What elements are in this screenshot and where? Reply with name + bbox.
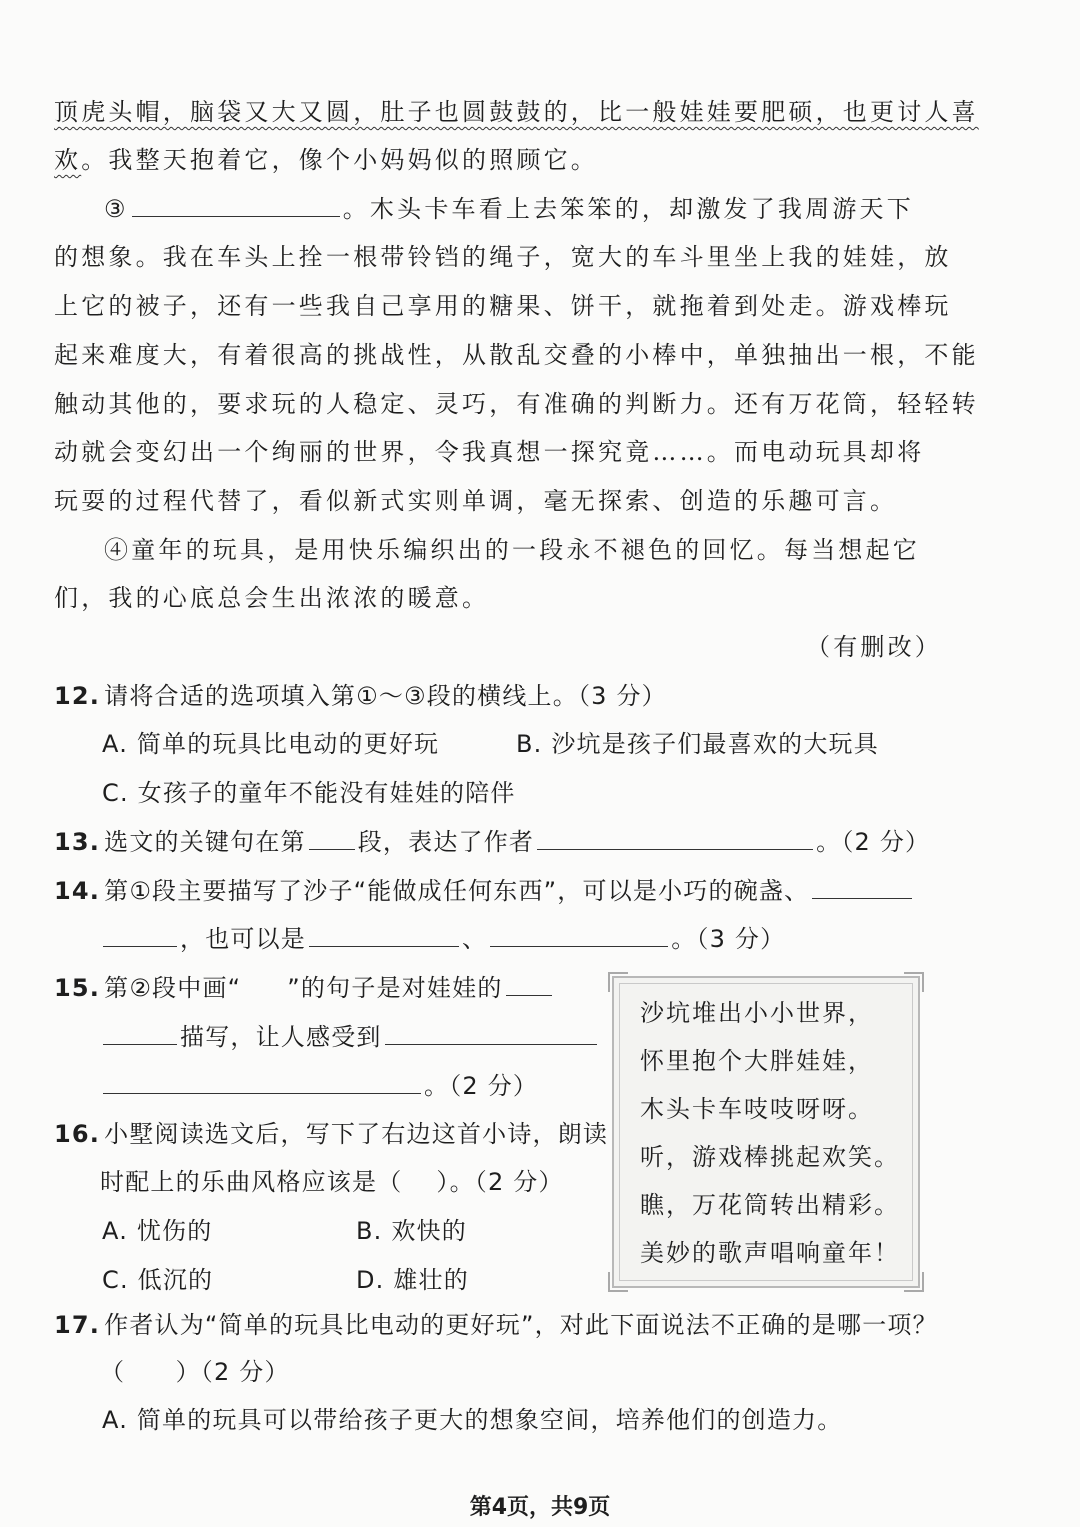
question-text: 第①段主要描写了沙子“能做成任何东西”，可以是小巧的碗盏、 bbox=[104, 877, 810, 905]
question-text: 第②段中画“ bbox=[104, 974, 242, 1002]
answer-blank[interactable] bbox=[132, 194, 340, 217]
passage-text: 动就会变幻出一个绚丽的世界，令我真想一探究竟……。而电动玩具却将 bbox=[54, 438, 925, 466]
answer-blank[interactable] bbox=[103, 1022, 177, 1045]
question-text: ）。（2 分） bbox=[436, 1168, 564, 1196]
option-a[interactable] bbox=[102, 1405, 842, 1435]
option-text: A. 忧伤的 bbox=[102, 1217, 213, 1245]
question-text: 作者认为“简单的玩具比电动的更好玩”，对此下面说法不正确的是哪一项？ bbox=[104, 1311, 938, 1339]
answer-blank[interactable] bbox=[490, 924, 668, 947]
paragraph-marker: ③ bbox=[104, 195, 129, 223]
poem-line: 木头卡车吱吱呀呀。 bbox=[640, 1095, 874, 1123]
passage-text: ④童年的玩具，是用快乐编织出的一段永不褪色的回忆。每当想起它 bbox=[104, 536, 920, 564]
option-text: C. 低沉的 bbox=[102, 1266, 214, 1294]
option-a[interactable] bbox=[102, 729, 439, 759]
wavy-sample bbox=[241, 973, 287, 1003]
passage-line bbox=[104, 194, 914, 224]
question-17 bbox=[54, 1310, 938, 1340]
passage-text: 触动其他的，要求玩的人稳定、灵巧，有准确的判断力。还有万花筒，轻轻转 bbox=[54, 390, 979, 418]
passage-text: 玩耍的过程代替了，看似新式实则单调，毫无探索、创造的乐趣可言。 bbox=[54, 487, 898, 515]
poem-line: 瞧，万花筒转出精彩。 bbox=[640, 1191, 900, 1219]
question-text: 。（2 分） bbox=[816, 828, 931, 856]
question-text: 请将合适的选项填入第①～③段的横线上。（3 分） bbox=[104, 682, 667, 710]
option-text: A. 简单的玩具可以带给孩子更大的想象空间，培养他们的创造力。 bbox=[102, 1406, 843, 1434]
question-13 bbox=[54, 827, 930, 857]
passage-line bbox=[54, 242, 952, 272]
question-text: 选文的关键句在第 bbox=[104, 828, 306, 856]
question-text: 小墅阅读选文后，写下了右边这首小诗，朗读 bbox=[104, 1120, 609, 1148]
option-text: D. 雄壮的 bbox=[356, 1266, 469, 1294]
passage-line bbox=[54, 583, 489, 613]
option-b[interactable] bbox=[356, 1216, 467, 1246]
passage-text: 。木头卡车看上去笨笨的，却激发了我周游天下 bbox=[342, 195, 914, 223]
passage-text: 顶虎头帽，脑袋又大又圆，肚子也圆鼓鼓的，比一般娃娃要肥硕，也更讨人喜 bbox=[54, 98, 979, 126]
question-text: ，也可以是 bbox=[180, 925, 306, 953]
option-a[interactable] bbox=[102, 1216, 212, 1246]
question-number: 16. bbox=[54, 1120, 101, 1148]
question-text: 描写，让人感受到 bbox=[180, 1023, 382, 1051]
frame-corner-ornament bbox=[608, 1272, 628, 1292]
question-text: （ ）（2 分） bbox=[100, 1358, 290, 1386]
question-number: 14. bbox=[54, 877, 101, 905]
passage-line bbox=[54, 486, 897, 516]
source-note bbox=[806, 632, 942, 662]
question-text: 段，表达了作者 bbox=[357, 828, 535, 856]
frame-corner-ornament bbox=[608, 972, 628, 992]
page-number: 第4页，共9页 bbox=[469, 1495, 611, 1520]
question-text: 。（3 分） bbox=[671, 925, 786, 953]
answer-blank[interactable] bbox=[103, 1071, 421, 1094]
answer-blank[interactable] bbox=[812, 876, 912, 899]
option-text: B. 沙坑是孩子们最喜欢的大玩具 bbox=[516, 730, 879, 758]
source-note-text: （有删改） bbox=[806, 633, 942, 661]
frame-corner-ornament bbox=[904, 1272, 924, 1292]
option-text: C. 女孩子的童年不能没有娃娃的陪伴 bbox=[102, 779, 516, 807]
wavy-underline-text: 欢 bbox=[54, 146, 82, 174]
question-15-cont bbox=[100, 1071, 538, 1101]
answer-blank[interactable] bbox=[537, 827, 813, 850]
option-d[interactable] bbox=[356, 1265, 469, 1295]
question-number: 15. bbox=[54, 974, 101, 1002]
passage-text: 。我整天抱着它，像个小妈妈似的照顾它。 bbox=[81, 146, 599, 174]
passage-text: 上它的被子，还有一些我自己享用的糖果、饼干，就拖着到处走。游戏棒玩 bbox=[54, 292, 952, 320]
passage-line bbox=[54, 389, 979, 419]
option-c[interactable] bbox=[102, 1265, 213, 1295]
question-14 bbox=[54, 876, 915, 906]
answer-blank[interactable] bbox=[385, 1022, 597, 1045]
question-number: 17. bbox=[54, 1311, 101, 1339]
question-12 bbox=[54, 681, 667, 711]
question-15-cont bbox=[100, 1022, 600, 1052]
question-15 bbox=[54, 973, 555, 1003]
passage-line bbox=[54, 145, 598, 175]
question-text: 、 bbox=[462, 925, 488, 953]
passage-text: 们，我的心底总会生出浓浓的暖意。 bbox=[54, 584, 490, 612]
passage-line bbox=[54, 97, 979, 127]
option-text: A. 简单的玩具比电动的更好玩 bbox=[102, 730, 440, 758]
question-17-cont[interactable] bbox=[100, 1357, 290, 1387]
option-b[interactable] bbox=[516, 729, 879, 759]
poem-line: 美妙的歌声唱响童年！ bbox=[640, 1239, 900, 1267]
option-c[interactable] bbox=[102, 778, 516, 808]
question-text: 。（2 分） bbox=[424, 1072, 539, 1100]
passage-line bbox=[104, 535, 920, 565]
answer-blank[interactable] bbox=[506, 973, 552, 996]
poem-line: 沙坑堆出小小世界， bbox=[640, 999, 874, 1027]
passage-line bbox=[54, 340, 979, 370]
answer-blank[interactable] bbox=[103, 924, 177, 947]
answer-blank[interactable] bbox=[309, 924, 459, 947]
question-text: ”的句子是对娃娃的 bbox=[287, 974, 503, 1002]
question-16-cont bbox=[100, 1167, 564, 1197]
poem-line: 听，游戏棒挑起欢笑。 bbox=[640, 1143, 900, 1171]
question-number: 13. bbox=[54, 828, 101, 856]
question-number: 12. bbox=[54, 682, 101, 710]
passage-line bbox=[54, 291, 952, 321]
passage-line bbox=[54, 437, 924, 467]
question-14-cont bbox=[100, 924, 785, 954]
option-text: B. 欢快的 bbox=[356, 1217, 467, 1245]
passage-text: 的想象。我在车头上拴一根带铃铛的绳子，宽大的车斗里坐上我的娃娃，放 bbox=[54, 243, 952, 271]
poem-line: 怀里抱个大胖娃娃， bbox=[640, 1047, 874, 1075]
frame-corner-ornament bbox=[904, 972, 924, 992]
poem-box bbox=[612, 976, 920, 1288]
answer-blank[interactable] bbox=[309, 827, 355, 850]
passage-text: 起来难度大，有着很高的挑战性，从散乱交叠的小棒中，单独抽出一根，不能 bbox=[54, 341, 979, 369]
question-16 bbox=[54, 1119, 608, 1149]
question-text: 时配上的乐曲风格应该是（ bbox=[100, 1168, 403, 1196]
